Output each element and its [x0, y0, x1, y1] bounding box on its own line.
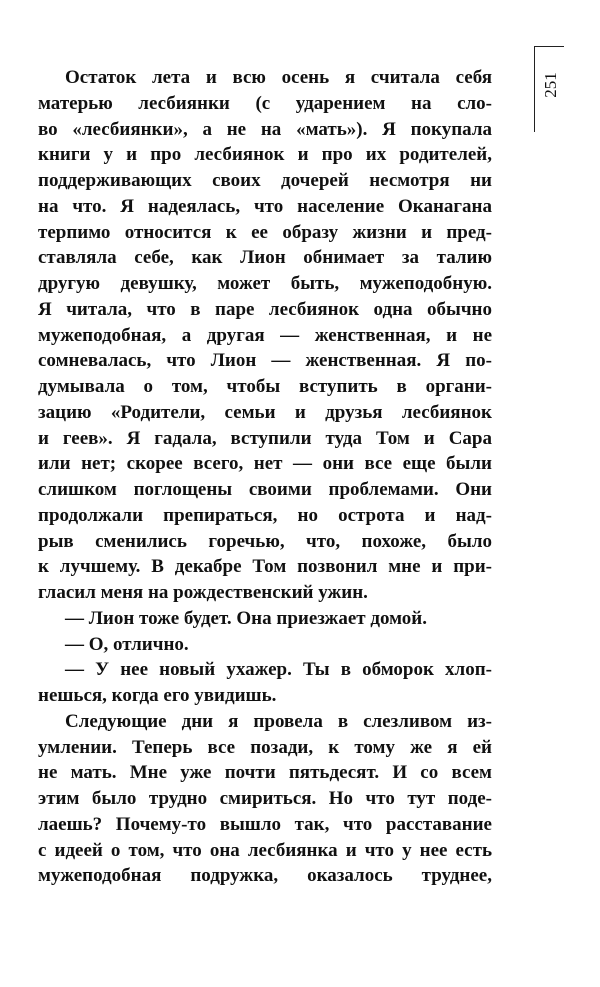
text-line: другую девушку, может быть, мужеподобную. [38, 273, 492, 294]
text-line: — У нее новый ухажер. Ты в обморок хлоп- [65, 659, 492, 681]
text-line: нешься, когда его увидишь. [38, 685, 277, 706]
text-line: Следующие дни я провела в слезливом из- [65, 710, 492, 732]
text-line: зацию «Родители, семьи и друзья лесбиянок [38, 401, 492, 423]
text-line: поддерживающих своих дочерей несмотря ни [38, 170, 492, 191]
paragraph [38, 709, 492, 889]
text-line: к лучшему. В декабре Том позвонил мне и при- [38, 556, 492, 578]
text-line: и геев». Я гадала, вступили туда Том и Сара [38, 427, 492, 449]
text-line: книги у и про лесбиянок и про их родителей, [38, 144, 492, 166]
text-line: умлении. Теперь все позади, к тому же я ей [38, 736, 492, 758]
text-line: во «лесбиянки», а не на «мать»). Я покупала [38, 118, 492, 140]
text-line: не мать. Мне уже почти пятьдесят. И со всем [38, 762, 492, 784]
text-line: сомневалась, что Лион — женственная. Я по- [38, 350, 492, 372]
text-line: мужеподобная, а другая — женственная, и не [38, 324, 492, 346]
dialogue-paragraph [38, 606, 492, 632]
text-line: рыв сменились горечью, что, похоже, было [38, 530, 492, 552]
text-line: ставляла себе, как Лион обнимает за талию [38, 247, 492, 269]
text-line: с идеей о том, что она лесбиянка и что у нее есть [38, 839, 492, 861]
text-line: думывала о том, чтобы вступить в органи- [38, 376, 492, 397]
text-line: продолжали препираться, но острота и над- [38, 504, 492, 526]
text-line: этим было трудно смириться. Но что тут поде- [38, 788, 492, 809]
text-line: матерью лесбиянки (с ударением на сло- [38, 92, 492, 114]
paragraph [38, 65, 492, 606]
text-line: мужеподобная подружка, оказалось труднее, [38, 865, 492, 887]
dialogue-paragraph [38, 632, 492, 658]
text-line: гласил меня на рождественский ужин. [38, 582, 368, 603]
dialogue-paragraph [38, 657, 492, 709]
text-line: слишком поглощены своими проблемами. Они [38, 479, 492, 500]
text-line: — О, отлично. [65, 633, 189, 655]
text-line: или нет; скорее всего, нет — они все еще были [38, 453, 492, 475]
body-text [38, 65, 492, 889]
text-line: — Лион тоже будет. Она приезжает домой. [65, 607, 427, 629]
text-line: на что. Я надеялась, что население Оканагана [38, 195, 492, 217]
text-line: лаешь? Почему-то вышло так, что расставание [38, 813, 492, 835]
text-line: Остаток лета и всю осень я считала себя [65, 67, 492, 88]
text-line: Я читала, что в паре лесбиянок одна обычно [38, 298, 492, 320]
text-line: терпимо относится к ее образу жизни и пред- [38, 221, 492, 243]
page-number: 251 [541, 72, 560, 98]
